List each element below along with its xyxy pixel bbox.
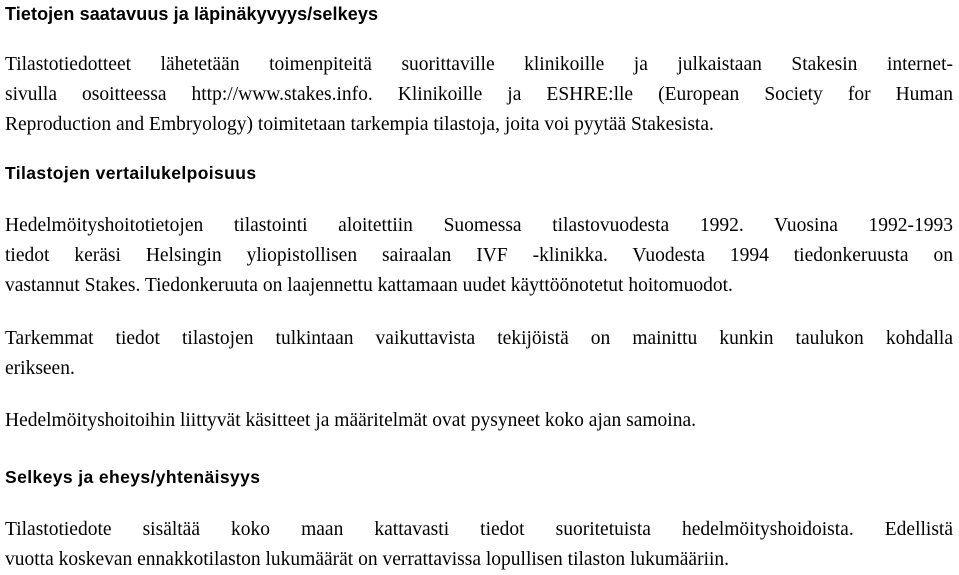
paragraph-line: Tilastotiedotteet lähetetään toimenpiteitä suorittaville klinikoille ja julkaistaan Stakesin internet- [5,54,953,75]
paragraph-line: Tarkemmat tiedot tilastojen tulkintaan vaikuttavista tekijöistä on mainittu kunkin taulukon kohdalla [5,328,953,349]
paragraph-availability [5,50,953,140]
paragraph-line: erikseen. [5,358,75,379]
paragraph-line: tiedot keräsi Helsingin yliopistollisen sairaalan IVF -klinikka. Vuodesta 1994 tiedonkeruusta on [5,245,953,266]
section-heading-clarity: Selkeys ja eheys/yhtenäisyys [5,467,261,487]
paragraph-line: vastannut Stakes. Tiedonkeruuta on laajennettu kattamaan uudet käyttöönotetut hoitomuodot. [5,275,733,296]
section-heading-availability: Tietojen saatavuus ja läpinäkyvyys/selkeys [5,4,379,24]
paragraph-line: Tilastotiedote sisältää koko maan kattavasti tiedot suoritetuista hedelmöityshoidoista. Edellistä [5,519,953,540]
paragraph-line: sivulla osoitteessa http://www.stakes.info. Klinikoille ja ESHRE:lle (European Society for Human [5,84,953,105]
paragraph-line: Hedelmöityshoitoihin liittyvät käsitteet ja määritelmät ovat pysyneet koko ajan samoina. [5,410,697,431]
paragraph-line: Hedelmöityshoitotietojen tilastointi aloitettiin Suomessa tilastovuodesta 1992. Vuosina 1992-1993 [5,215,953,236]
paragraph-comparability [5,211,953,301]
paragraph-clarity [5,515,953,575]
section-heading-comparability: Tilastojen vertailukelpoisuus [5,163,257,183]
paragraph-concepts [5,406,953,436]
paragraph-line: Reproduction and Embryology) toimitetaan tarkempia tilastoja, joita voi pyytää Stakesista. [5,114,714,135]
paragraph-interpretation [5,324,953,384]
paragraph-line: vuotta koskevan ennakkotilaston lukumäärät on verrattavissa lopullisen tilaston lukumääriin. [5,549,730,570]
